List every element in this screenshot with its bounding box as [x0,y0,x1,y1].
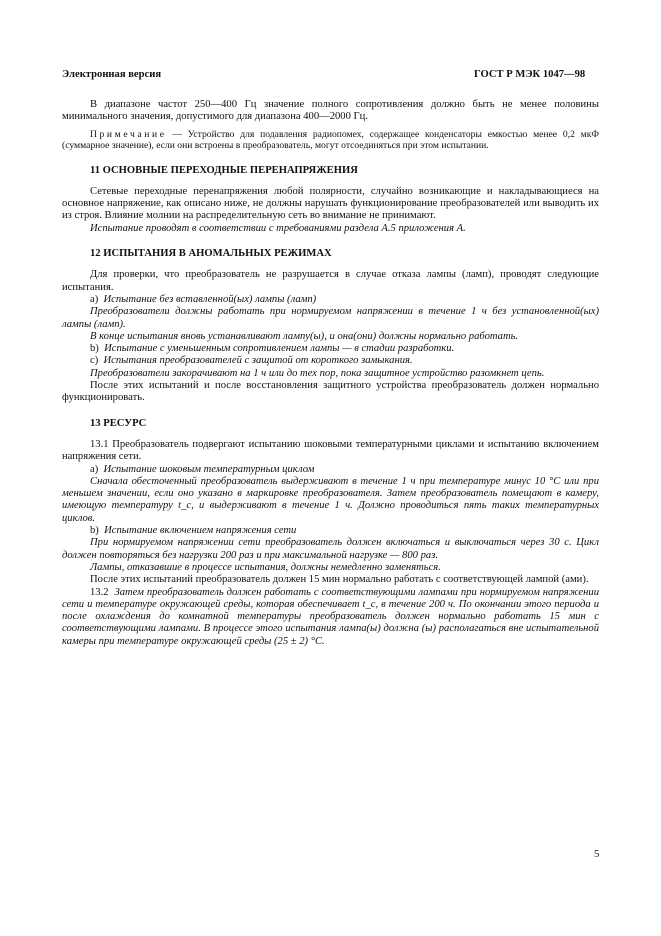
section-12-closing: После этих испытаний и после восстановления защитного устройства преобразователь должен нормально функционировать. [62,380,599,404]
section-12-item-b [62,343,599,355]
section-12-intro: Для проверки, что преобразователь не разрушается в случае отказа лампы (ламп), проводят следующие испытания. [62,269,599,293]
section-12-item-a [62,294,599,306]
note-label: Примечание [90,128,167,140]
note-text: — Устройство для подавления радиопомех, содержащее конденсаторы емкостью менее 0,2 мкФ (суммарное значение), если они встроены в преобразователь, могут отсоединяться при этом испытании. [62,128,599,152]
section-13-closing: После этих испытаний преобразователь должен 15 мин нормально работать с соответствующей лампой (ами). [90,574,589,586]
header-standard-code: ГОСТ Р МЭК 1047—98 [474,69,586,80]
section-11-title: 11 ОСНОВНЫЕ ПЕРЕХОДНЫЕ ПЕРЕНАПРЯЖЕНИЯ [90,164,358,176]
page-number: 5 [594,849,600,860]
item-a-label: а) [90,463,99,475]
section-13-title: 13 РЕСУРС [90,417,147,429]
paragraph-text: Затем преобразователь должен работать с соответствующими лампами при нормируемом напряжении сети и температуре окружающей среды, которая обеспечивает t_c, в течение 200 ч. По окончании этого периода и после охлаждения до комнатной температуры преобразователь должен нормально работать 15 мин с соответствующими лампами. В процессе этого испытания лампа(ы) должна (ы) располагаться вне испытательной камеры при температуре окружающей среды (25 ± 2) °С. [62,586,599,647]
item-a-label: а) [90,293,99,305]
section-11-paragraph: Сетевые переходные перенапряжения любой полярности, случайно возникающие и накладывающиеся на основное напряжение, как описано ниже, не должны нарушать функционирование преобразователей или выводить их из строя. Влияние молнии на распределительную сеть во внимание не принимают. [62,185,599,222]
item-c-label: с) [90,355,99,367]
item-b-label: b) [90,525,99,537]
section-13-paragraph-2 [62,587,599,648]
item-b-text: Испытание включением напряжения сети [104,525,297,537]
section-13-item-b-p2: Лампы, отказавшие в процессе испытания, должны немедленно заменяться. [90,561,441,573]
section-12-item-a-p1: Преобразователи должны работать при нормируемом напряжении в течение 1 ч без установленной(ых) лампы (ламп). [62,306,599,330]
header-edition-label: Электронная версия [62,69,162,80]
item-c-text: Испытания преобразователей с защитой от короткого замыкания. [103,355,413,367]
section-12-item-c [62,355,599,367]
section-13-item-a [62,464,599,476]
section-13-item-b [62,525,599,537]
intro-paragraph: В диапазоне частот 250—400 Гц значение полного сопротивления должно быть не менее половины минимального значения, допустимого для диапазона 400—2000 Гц. [62,99,599,123]
section-12-item-c-p1: Преобразователи закорачивают на 1 ч или до тех пор, пока защитное устройство разомкнет цепь. [90,367,545,379]
item-a-text: Испытание без вставленной(ых) лампы (ламп) [103,293,317,305]
item-b-text: Испытание с уменьшенным сопротивлением лампы — в стадии разработки. [104,343,455,355]
paragraph-number: 13.2 [90,586,109,598]
section-12-title: 12 ИСПЫТАНИЯ В АНОМАЛЬНЫХ РЕЖИМАХ [90,248,332,260]
document-body [62,99,599,648]
item-a-text: Испытание шоковым температурным циклом [103,463,315,475]
section-12-item-a-p2: В конце испытания вновь устанавливают лампу(ы), и она(они) должны нормально работать. [90,330,519,342]
section-11-test-note: Испытание проводят в соответствии с требованиями раздела А.5 приложения А. [90,222,466,234]
section-13-paragraph-1: 13.1 Преобразователь подвергают испытанию шоковыми температурными циклами и испытанию включением напряжения сети. [62,438,599,463]
intro-note [62,129,599,152]
item-b-label: b) [90,343,99,355]
section-13-item-a-p1: Сначала обесточенный преобразователь выдерживают в течение 1 ч при температуре минус 10 °С или при меньшем значении, если оно указано в маркировке преобразователя. Затем преобразователь помещают в камеру, имеющую температуру t_c, и выдерживают в течение 1 ч. Должно проводиться пять таких температурных циклов. [62,475,599,524]
section-13-item-b-p1: При нормируемом напряжении сети преобразователь должен включаться и выключаться через 30 с. Цикл должен повторяться без нагрузки 200 раз и при максимальной нагрузке — 800 раз. [62,537,599,561]
